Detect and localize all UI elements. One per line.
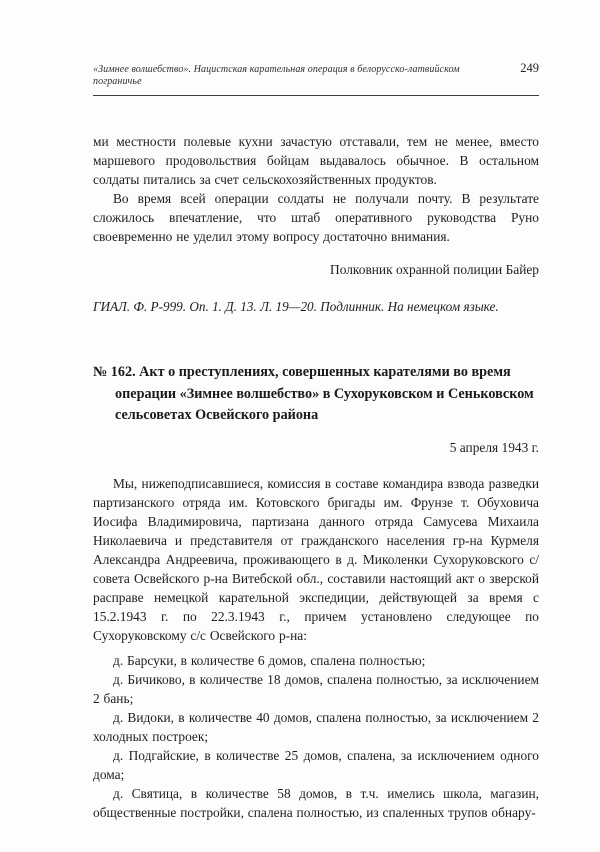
doc161-signature: Полковник охранной полиции Байер (330, 262, 539, 277)
page-number: 249 (520, 61, 539, 75)
doc162-village-item: д. Святица, в количестве 58 домов, в т.ч. имелись школа, магазин, общественные постройки, спалена полностью, из спаленных трупов обнару- (93, 785, 539, 820)
doc162-village-item: д. Подгайские, в количестве 25 домов, спалена, за исключением одного дома; (93, 747, 539, 782)
doc162-body-paragraph: Мы, нижеподписавшиеся, комиссия в составе командира взвода разведки партизанского отряда им. Котовского бригады им. Фрунзе т. Обуховича Иосифа Владимировича, партизана данного отряда Самусева Михаила Николаевича и представителя от гражданского населения гр-на Курмеля Александра Андреевича, проживающего в д. Миколенки Сухоруковского с/совета Освейского р-на Витебской обл., составили настоящий акт о зверской расправе немецкой карательной экспедиции, действующей за время с 15.2.1943 г. по 22.3.1943 г., причем установлено следующее по Сухоруковскому с/с Освейского р-на: (93, 475, 539, 643)
doc162-village-item: д. Бичиково, в количестве 18 домов, спалена полностью, за исключением 2 бань; (93, 671, 539, 706)
doc162-date: 5 апреля 1943 г. (449, 439, 539, 455)
doc162-village-item: д. Барсуки, в количестве 6 домов, спалена полностью; (113, 652, 426, 668)
running-header-title: «Зимнее волшебство». Нацистская карательная операция в белорусско-латвийском пограничье (93, 64, 460, 87)
doc161-paragraph-continuation: ми местности полевые кухни зачастую отставали, тем не менее, вместо маршевого продовольствия бойцам выдавалось обычное. В остальном солдаты питались за счет сельскохозяйственных продуктов. (93, 134, 539, 187)
doc162-village-item: д. Видоки, в количестве 40 домов, спалена полностью, за исключением 2 холодных построек; (93, 709, 539, 744)
doc161-archive-source: ГИАЛ. Ф. Р-999. Оп. 1. Д. 13. Л. 19—20. Подлинник. На немецком языке. (93, 299, 499, 314)
doc162-heading: № 162. Акт о преступлениях, совершенных карателями во время операции «Зимнее волшебство» в Сухоруковском и Сеньковском сельсоветах Освейского района (93, 364, 534, 423)
text-column (93, 62, 539, 822)
doc161-paragraph: Во время всей операции солдаты не получали почту. В результате сложилось впечатление, что штаб оперативного руководства Руно своевременно не уделил этому вопросу достаточно внимания. (93, 191, 539, 244)
running-header (93, 62, 539, 96)
